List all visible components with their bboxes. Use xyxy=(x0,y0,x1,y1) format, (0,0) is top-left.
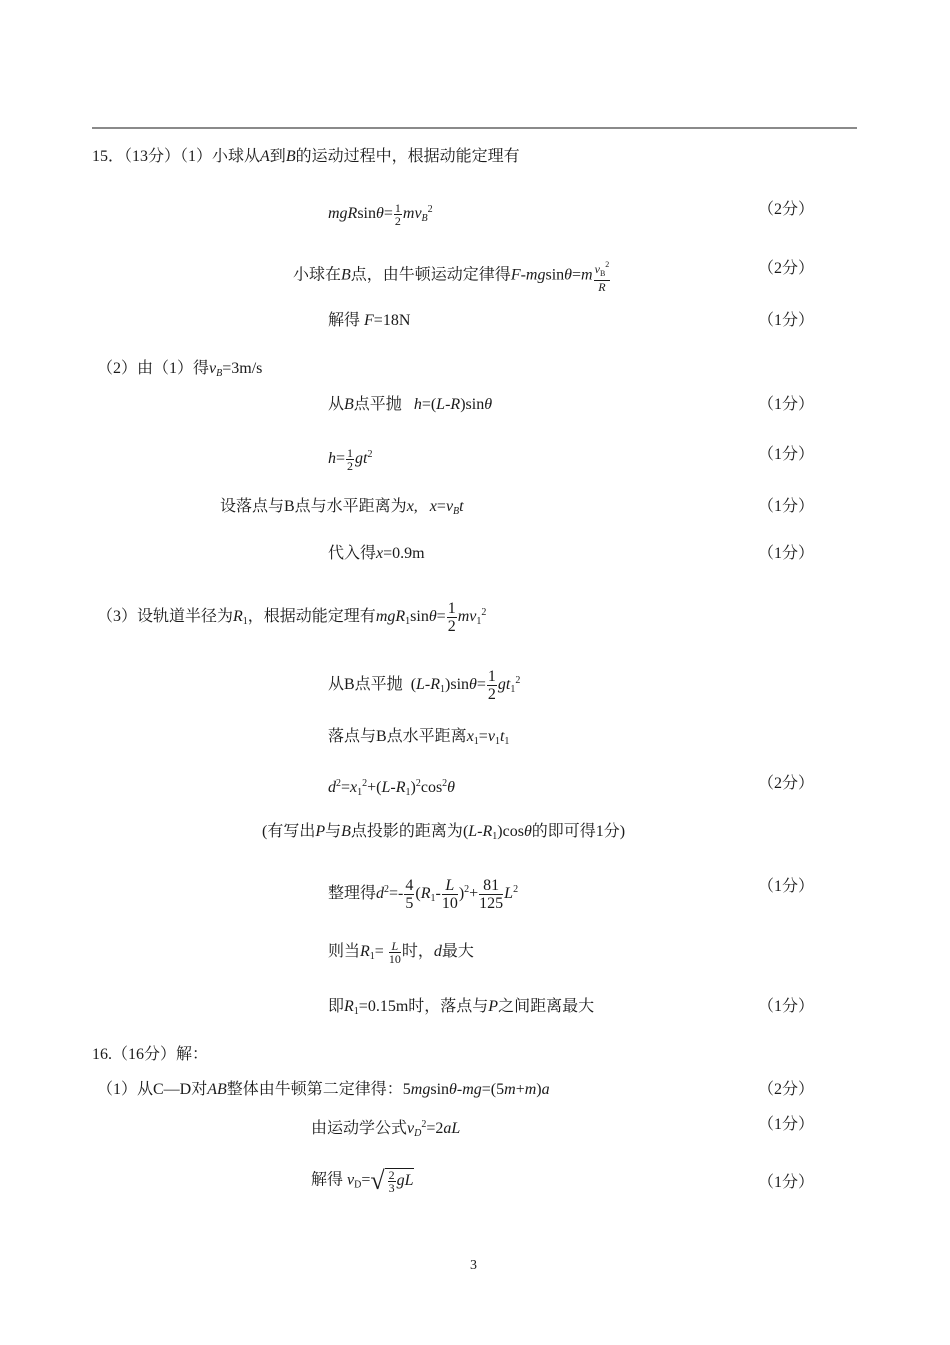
q15-eq-horizontal: 设落点与B点与水平距离为x, $x=v_Bt$ xyxy=(220,498,464,517)
score: （1分） xyxy=(758,545,815,562)
q15-eq-height: 从B点平抛 h=(L-R)sinθ xyxy=(328,396,493,413)
q15-eq-newton: 小球在B点，由牛顿运动定律得F-mgsinθ=m $\frac{v_B^2}{R}$ xyxy=(293,260,610,294)
score: （1分） xyxy=(758,446,815,463)
score: （2分） xyxy=(758,201,815,218)
score: （2分） xyxy=(758,1081,815,1098)
score: （1分） xyxy=(758,998,815,1015)
q15-eq-x1: 落点与B点水平距离$x_1=v_1t_1$ xyxy=(328,728,510,747)
header-divider xyxy=(92,127,857,129)
q16-eq-newton2: （1）从C—D对AB整体由牛顿第二定律得：5mgsinθ-mg=(5m+m)a xyxy=(97,1081,550,1098)
score: （1分） xyxy=(758,396,815,413)
q15-condition: 则当$R_1=$ $\frac{L}{10}$ 时，d最大 xyxy=(328,939,474,966)
q16-header: 16.（16分）解： xyxy=(92,1046,209,1063)
q16-result-vd: 解得 $v_D=√$ $\frac{2}{3}$ gL xyxy=(311,1166,414,1195)
score: （1分） xyxy=(758,878,815,895)
score: （1分） xyxy=(758,498,815,515)
q15-eq-arranged: 整理得$d^2=-$ $\frac{4}{5}$ ($R_1-$ $\frac{L}{10}$ )$^2$+ $\frac{81}{125}$ $L^2$ xyxy=(328,877,519,912)
score: （1分） xyxy=(758,1116,815,1133)
q15-eq-fall: h= $\frac{1}{2}$ $gt^2$ xyxy=(328,445,373,473)
q15-result-f: 解得 F=18N xyxy=(328,312,411,329)
q15-part3-header: （3）设轨道半径为$R_1$，根据动能定理有mgR$_1$sinθ= $\frac{1}{2}$ $mv_1^2$ xyxy=(97,600,487,635)
q15-note: (有写出P与B点投影的距离为$(L-R_1)\cos\theta$的即可得1分) xyxy=(262,823,626,842)
q15-part2-header: （2）由（1）得$v_B=3m/s$ xyxy=(97,360,263,379)
q15-eq-energy: mgRsinθ= $\frac{1}{2}$ $mv_B^2$ xyxy=(328,200,433,228)
score: （1分） xyxy=(758,1174,815,1191)
q15-eq-d2: $d^2=x_1^2+(L-R_1)^2\cos^2\theta$ xyxy=(328,778,456,798)
q15-header: 15．（13分）（1）小球从A到B的运动过程中，根据动能定理有 xyxy=(92,148,520,165)
score: （2分） xyxy=(758,775,815,792)
page-number: 3 xyxy=(470,1258,477,1273)
q16-eq-kinematics: 由运动学公式$v_D^2=2aL$ xyxy=(311,1119,461,1139)
score: （1分） xyxy=(758,312,815,329)
score: （2分） xyxy=(758,260,815,277)
q15-eq-fall-r1: 从B点平抛 $(L-R_1)\sin\theta=$ $\frac{1}{2}$ $gt_1^2$ xyxy=(328,668,521,703)
q15-conclusion: 即$R_1=0.15m$时，落点与P之间距离最大 xyxy=(328,998,595,1017)
q15-result-x: 代入得x=0.9m xyxy=(328,545,425,562)
